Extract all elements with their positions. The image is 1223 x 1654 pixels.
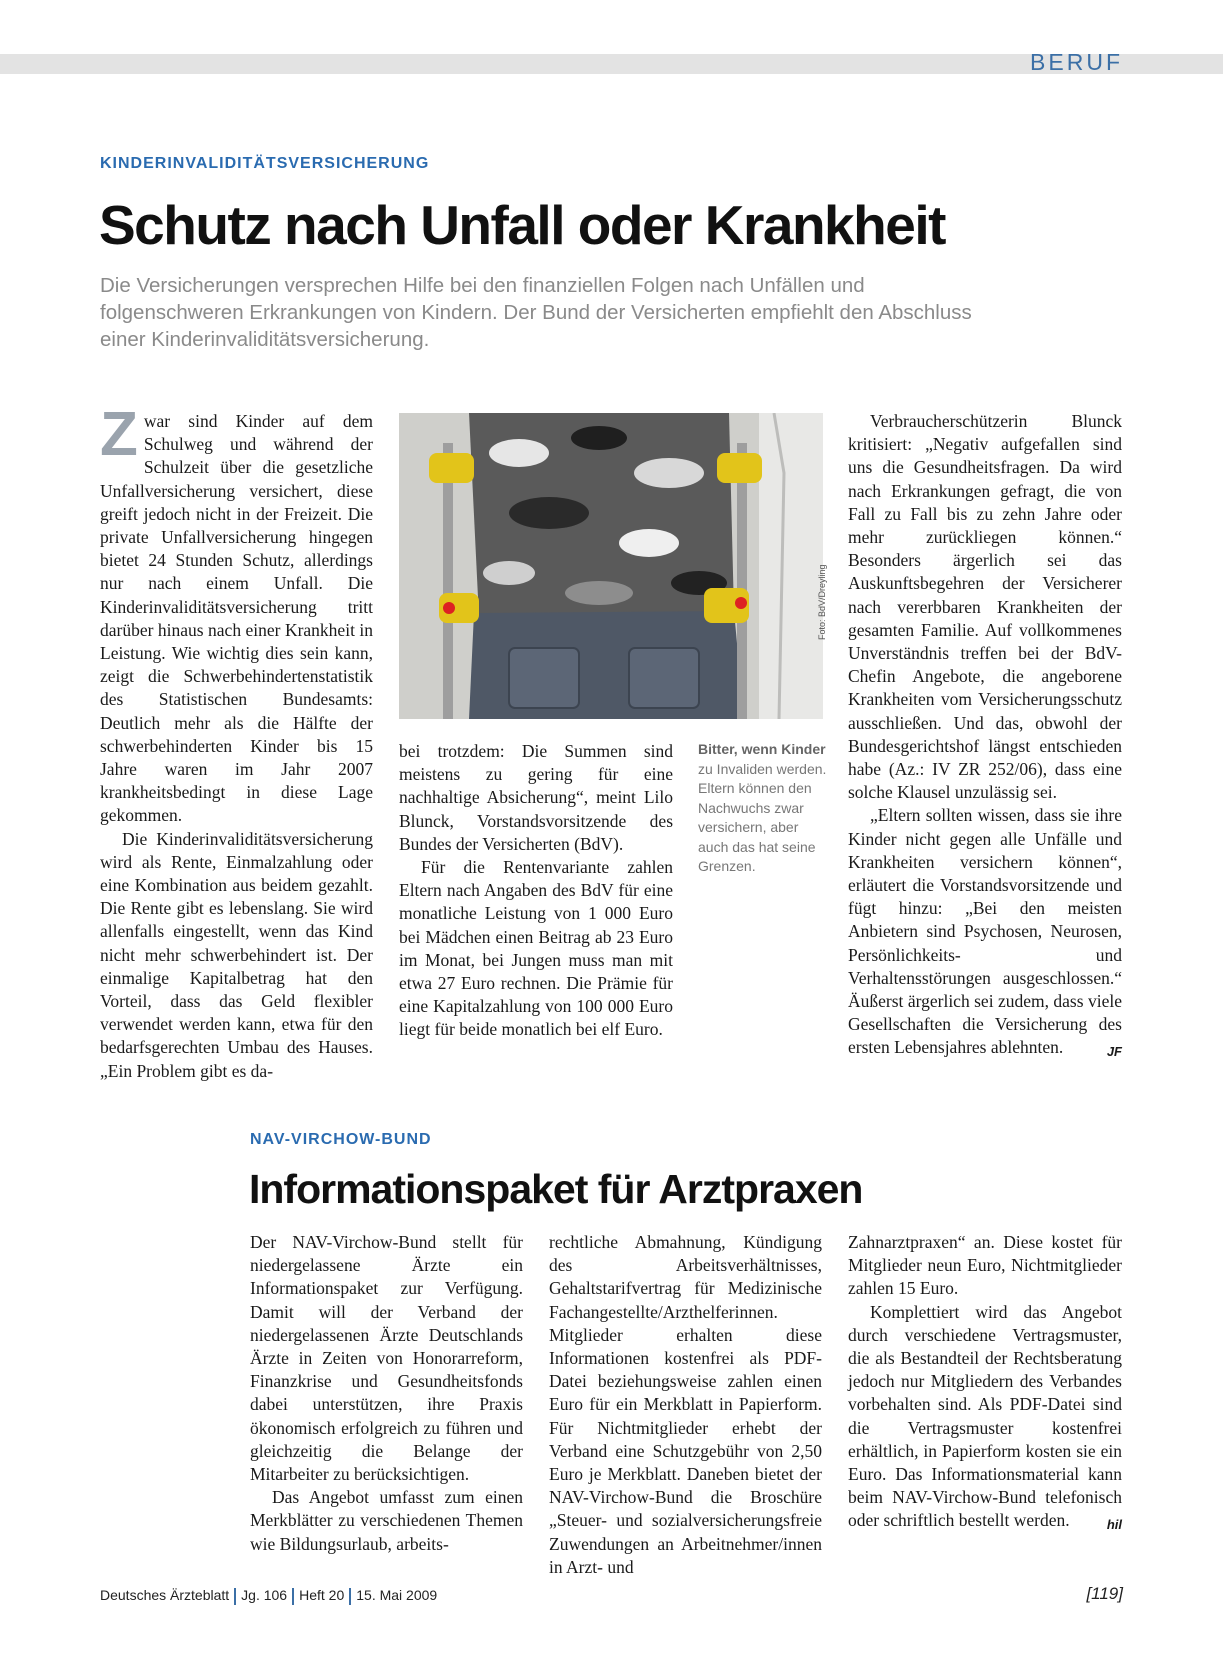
- article1-column-3: [848, 410, 1122, 1064]
- article2-column-3: [848, 1231, 1122, 1537]
- dropcap: Z: [100, 400, 138, 469]
- photo-credit: Foto: BdV/Dreyling: [817, 564, 827, 640]
- article2-col3-para-2: Komplettiert wird das Angebot durch verschiedene Vertragsmuster, die als Bestandteil der Rechtsberatung jedoch nur Mitgliedern des Verbandes vorbehalten sind. Als PDF-Datei sind die Vertragsmuster kostenfrei erhältlich, in Papierform kosten sie ein Euro. Das Informationsmaterial kann beim NAV-Virchow-Bund telefonisch oder schriftlich bestellt werden. hil: [848, 1301, 1122, 1533]
- article2-kicker: NAV-VIRCHOW-BUND: [250, 1131, 432, 1148]
- footer-date: 15. Mai 2009: [356, 1587, 438, 1603]
- article2-column-1: [250, 1231, 523, 1556]
- article-photo: [399, 413, 823, 719]
- article2-column-2: [549, 1231, 822, 1579]
- article2-title: Informationspaket für Arztpraxen: [249, 1166, 863, 1212]
- article2-col1-para-1: Der NAV-Virchow-Bund stellt für niedergelassene Ärzte ein Informationspaket zur Verfügung. Damit will der Verband der niedergelassenen Ärzte Deutschlands Ärzte in Zeiten von Honorarreform, Finanzkrise und Gesundheitsfonds dabei unterstützen, ihre Praxis ökonomisch erfolgreich zu führen und gleichzeitig die Belange der Mitarbeiter zu berücksichtigen.: [250, 1232, 523, 1485]
- article1-col2-para-1: bei trotzdem: Die Summen sind meistens zu gering für eine nachhaltige Absicherung“, meint Lilo Blunck, Vorstandsvorsitzende des Bundes der Versicherten (BdV).: [399, 741, 673, 854]
- footer-separator: [349, 1588, 351, 1605]
- article2-col1-para-2: Das Angebot umfasst zum einen Merkblätter zu verschiedenen Themen wie Bildungsurlaub, arbeits-: [250, 1487, 523, 1554]
- footer-volume: Jg. 106: [241, 1587, 288, 1603]
- article1-column-2: [399, 740, 673, 1042]
- footer-journal: Deutsches Ärzteblatt: [100, 1587, 230, 1603]
- article1-col1-para-1: Zwar sind Kinder auf dem Schulweg und während der Schulzeit über die gesetzliche Unfallversicherung versichert, diese greift jedoch nicht in der Freizeit. Die private Unfallversicherung hingegen bietet 24 Stunden Schutz, allerdings nur nach einem Unfall. Die Kinderinvaliditätsversicherung tritt darüber hinaus nach einer Krankheit in Leistung. Wie wichtig dies sein kann, zeigt die Schwerbehindertenstatistik des Statistischen Bundesamts: Deutlich mehr als die Hälfte der schwerbehinderten Kinder bis 15 Jahre waren im Jahr 2007 krankheitsbedingt in diese Lage gekommen.: [100, 400, 373, 826]
- article2-col2-para-1: rechtliche Abmahnung, Kündigung des Arbeitsverhältnisses, Gehaltstarifvertrag für Medizinische Fachangestellte/Arzthelferinnen. Mitglieder erhalten diese Informationen kostenfrei als PDF-Datei beziehungsweise zahlen einen Euro für ein Merkblatt in Papierform. Für Nichtmitglieder erhebt der Verband eine Schutzgebühr von 2,50 Euro je Merkblatt. Daneben bietet der NAV-Virchow-Bund die Broschüre „Steuer- und sozialversicherungsfreie Zuwendungen an Arbeitnehmer/innen in Arzt- und: [549, 1232, 822, 1577]
- article1-title: Schutz nach Unfall oder Krankheit: [99, 194, 945, 256]
- caption-bold: Bitter, wenn Kinder: [698, 741, 826, 757]
- photo-child-on-crutches: [399, 413, 823, 719]
- article1-col2-para-2: Für die Rentenvariante zahlen Eltern nach Angaben des BdV für eine monatliche Leistung von 1 000 Euro bei Mädchen einen Beitrag ab 23 Euro im Monat, bei Jungen muss man mit etwa 27 Euro rechnen. Die Prämie für eine Kapitalzahlung von 100 000 Euro liegt für beide monatlich bei elf Euro.: [399, 857, 673, 1040]
- footer-separator: [292, 1588, 294, 1605]
- photo-caption: [698, 740, 828, 877]
- article2-col3-para-1: Zahnarztpraxen“ an. Diese kostet für Mitglieder neun Euro, Nichtmitglieder zahlen 15 Euro.: [848, 1232, 1122, 1299]
- page-number: [119]: [1086, 1584, 1123, 1603]
- article1-column-1: [100, 400, 373, 1083]
- footer: [100, 1587, 437, 1605]
- article1-col3-para-2: „Eltern sollten wissen, dass sie ihre Kinder nicht gegen alle Unfälle und Krankheiten versichern können“, erläutert die Vorstandsvorsitzende und fügt hinzu: „Bei den meisten Anbietern sind Psychosen, Neurosen, Persönlichkeits- und Verhaltensstörungen ausgeschlossen.“ Äußerst ärgerlich sei zudem, dass viele Gesellschaften die Versicherung des ersten Lebensjahres ablehnten. JF: [848, 804, 1122, 1059]
- article1-kicker: KINDERINVALIDITÄTSVERSICHERUNG: [100, 155, 430, 172]
- article1-col1-para-2: Die Kinderinvaliditätsversicherung wird als Rente, Einmalzahlung oder eine Kombination aus beidem gezahlt. Die Rente gibt es lebenslang. Sie wird allenfalls eingestellt, wenn das Kind nicht mehr schwerbehindert ist. Der einmalige Kapitalbetrag hat den Vorteil, dass das Geld flexibler verwendet werden kann, etwa für den bedarfsgerechten Umbau des Hauses. „Ein Problem gibt es da-: [100, 828, 373, 1081]
- section-label: BERUF: [1030, 49, 1123, 75]
- footer-separator: [234, 1588, 236, 1605]
- article1-signature: JF: [1106, 1044, 1122, 1060]
- article1-lead: Die Versicherungen versprechen Hilfe bei den finanziellen Folgen nach Unfällen und folgenschweren Erkrankungen von Kindern. Der Bund der Versicherten empfiehlt den Abschluss einer Kinderinvaliditätsversicherung.: [100, 274, 972, 351]
- footer-issue: Heft 20: [299, 1587, 345, 1603]
- article1-col3-para-1: Verbraucherschützerin Blunck kritisiert: „Negativ aufgefallen sind uns die Gesundheitsfragen. Da wird nach Erkrankungen gefragt, die von Fall zu Fall bis zu zehn Jahre oder mehr zurückliegen können.“ Besonders ärgerlich sei das Auskunftsbegehren der Versicherer nach vererbbaren Krankheiten der gesamten Familie. Auf vollkommenes Unverständnis treffen bei der BdV-Chefin Angebote, die angeborene Krankheiten vom Versicherungsschutz ausschließen. Und das, obwohl der Bundesgerichtshof längst entschieden habe (Az.: IV ZR 252/06), dass eine solche Klausel unzulässig sei.: [848, 411, 1122, 803]
- caption-text: zu Invaliden werden. Eltern können den Nachwuchs zwar versichern, aber auch das hat seine Grenzen.: [698, 760, 827, 874]
- article2-signature: hil: [1106, 1517, 1122, 1533]
